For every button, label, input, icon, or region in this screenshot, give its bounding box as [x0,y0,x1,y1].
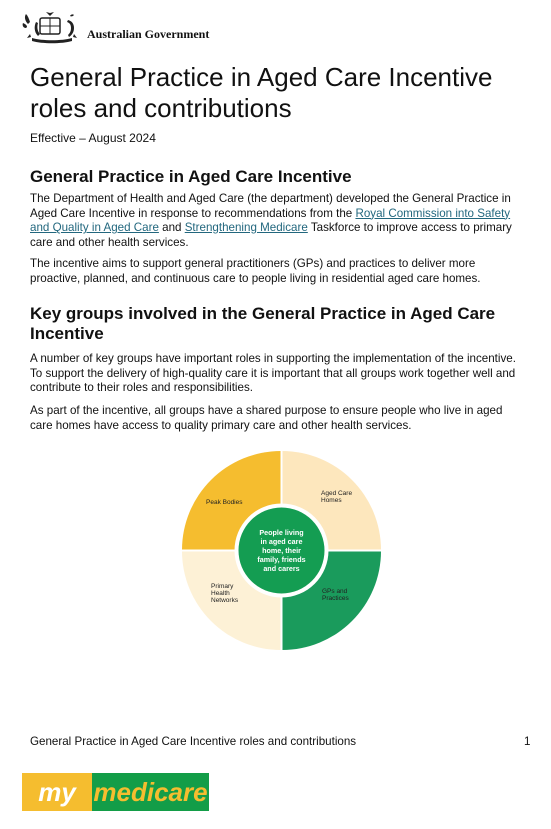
phn-label-3: Networks [211,597,239,604]
aged-care-homes-label-1: Aged Care [321,490,353,497]
peak-bodies-label: Peak Bodies [206,499,243,506]
government-name: Australian Government [87,27,210,41]
incentive-aims-paragraph: The incentive aims to support general practitioners (GPs) and practices to deliver more proactive, planned, and continuous care to people living in residential aged care homes. [30,257,481,285]
center-label-1: People living [259,528,304,537]
gps-label-1: GPs and [322,588,348,595]
logo-medicare-part: medicare [92,773,209,811]
phn-label-1: Primary [211,583,234,590]
phn-label-2: Health [211,590,230,597]
strengthening-medicare-link[interactable]: Strengthening Medicare [184,221,308,234]
page-number: 1 [524,735,531,748]
intro-text-1: The Department of Health and Aged Care (the department) developed the General Practice in Aged Care Incentive in response to recommendations from the [30,192,511,220]
logo-my-part: my [22,773,92,811]
section-heading-key-groups: Key groups involved in the General Practice in Aged Care Incentive [30,304,496,343]
center-label-5: and carers [263,564,300,573]
coat-of-arms-icon [22,10,82,44]
intro-text-2: and [158,221,185,234]
mymedicare-logo [22,773,209,811]
key-groups-diagram [182,450,381,650]
gps-label-2: Practices [322,595,349,602]
effective-date: Effective – August 2024 [30,131,156,145]
royal-commission-link[interactable]: Royal Commission into Safety and Quality in Aged Care [30,206,511,234]
center-label-2: in aged care [260,537,303,546]
page-title: General Practice in Aged Care Incentive roles and contributions [30,62,493,123]
aged-care-homes-label-2: Homes [321,497,342,504]
shared-purpose-paragraph: As part of the incentive, all groups have a shared purpose to ensure people who live in aged care homes have access to quality primary care and other health services. [30,404,503,432]
key-groups-paragraph: A number of key groups have important roles in supporting the implementation of the incentive. To support the delivery of high-quality care it is important that all groups work together well and contribute to their roles and responsibilities. [30,352,516,394]
section-heading-incentive: General Practice in Aged Care Incentive [30,167,352,186]
footer-title: General Practice in Aged Care Incentive roles and contributions [30,735,357,748]
intro-paragraph [30,192,526,250]
center-label-4: family, friends [257,555,306,564]
intro-text-3: Taskforce to improve access to primary care and other health services. [30,221,512,249]
center-label-3: home, their [262,546,301,555]
